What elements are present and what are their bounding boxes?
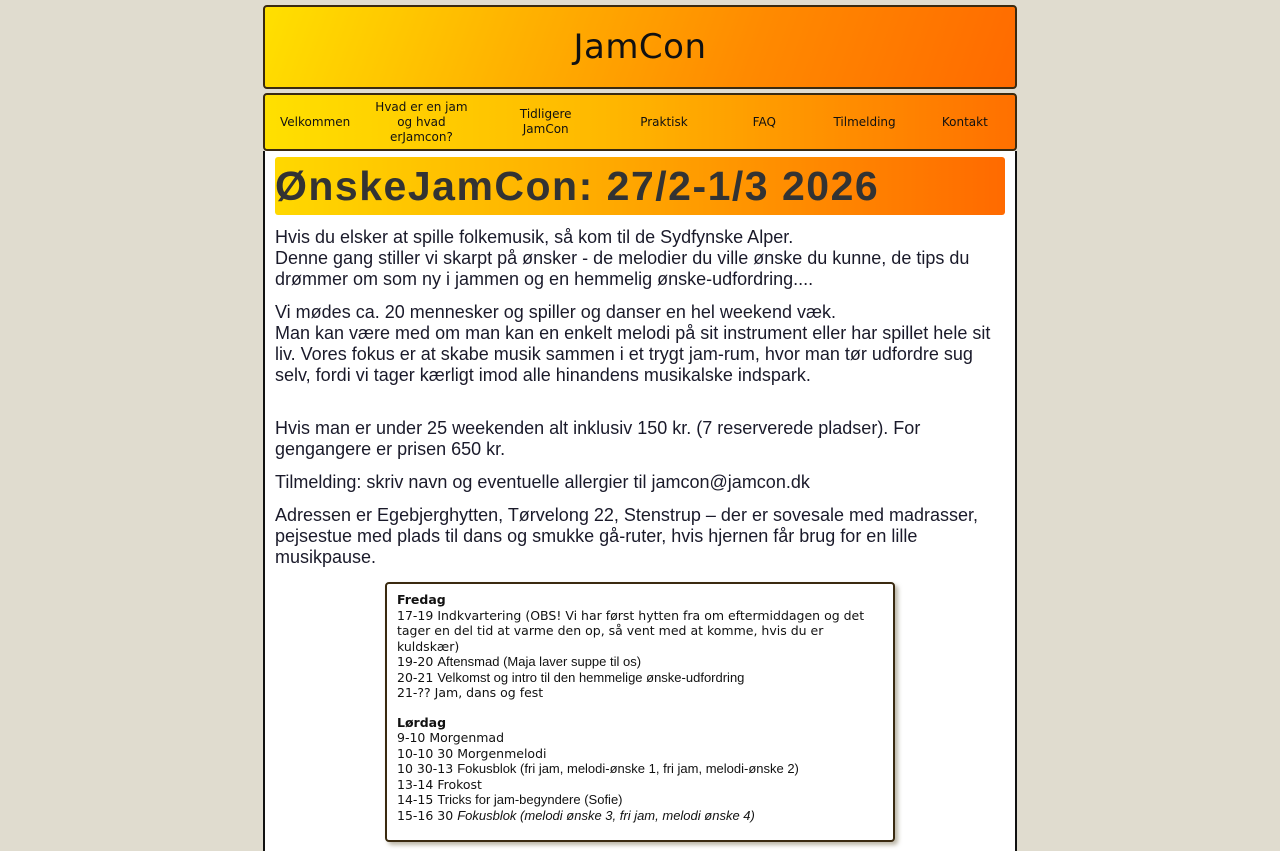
price-paragraph: Hvis man er under 25 weekenden alt inklusiv 150 kr. (7 reserverede pladser). For gengangere er prisen 650 kr.	[275, 418, 921, 459]
schedule-item: 13-14 Frokost	[397, 776, 482, 792]
site-logo[interactable]: JamCon	[573, 27, 707, 67]
nav-item-velkommen[interactable]: Velkommen	[280, 114, 351, 129]
main-content	[263, 151, 1017, 851]
schedule-box	[385, 582, 895, 842]
main-nav	[263, 93, 1017, 151]
day-title: Lørdag	[397, 714, 447, 730]
schedule-item: 15-16 30 Fokusblok (melodi ønske 3, fri jam, melodi ønske 4)	[397, 807, 755, 823]
about-line-1: Vi mødes ca. 20 mennesker og spiller og danser en hel weekend væk.	[275, 302, 836, 322]
day-title: Fredag	[397, 592, 446, 607]
about-line-2: Man kan være med om man kan en enkelt melodi på sit instrument eller har spillet hele sit liv. Vores fokus er at skabe musik sammen i et trygt jam-rum, hvor man tør udfordre sug selv, fordi vi tager kærligt imod alle hinandens musikalske indspark.	[275, 323, 991, 385]
signup-paragraph: Tilmelding: skriv navn og eventuelle allergier til jamcon@jamcon.dk	[275, 472, 810, 492]
page-title-bar	[275, 157, 1005, 215]
nav-item-faq[interactable]: FAQ	[752, 114, 776, 129]
schedule-item: 19-20 Aftensmad (Maja laver suppe til os)	[397, 654, 642, 669]
intro-line-2: Denne gang stiller vi skarpt på ønsker - de melodier du ville ønske du kunne, de tips du drømmer om som ny i jammen og en hemmelig ønske-udfordring....	[275, 248, 970, 289]
nav-item-tilmelding[interactable]: Tilmelding	[833, 114, 896, 129]
intro-paragraph	[275, 227, 1005, 290]
schedule-item: 20-21 Velkomst og intro til den hemmelige ønske-udfordring	[397, 669, 745, 685]
schedule-item: 14-15 Tricks for jam-begyndere (Sofie)	[397, 792, 623, 807]
schedule-item: 10-10 30 Morgenmelodi	[397, 745, 547, 761]
site-header	[263, 5, 1017, 89]
intro-line-1: Hvis du elsker at spille folkemusik, så kom til de Sydfynske Alper.	[275, 227, 794, 247]
nav-item-hvad-er-en-jam[interactable]: Hvad er en jam og hvad erJamcon?	[375, 99, 468, 144]
page-title: ØnskeJamCon: 27/2-1/3 2026	[275, 162, 880, 209]
nav-item-praktisk[interactable]: Praktisk	[640, 114, 688, 129]
schedule-item: 9-10 Morgenmad	[397, 730, 505, 745]
schedule-day-lordag	[397, 715, 883, 824]
schedule-item: 21-?? Jam, dans og fest	[397, 685, 544, 700]
about-paragraph	[275, 302, 1005, 386]
schedule-item: 17-19 Indkvartering (OBS! Vi har først hytten fra om eftermiddagen og det tager en del tid at varme den op, så vent med at komme, hvis du er kuldskær)	[397, 607, 865, 654]
schedule-item: 10 30-13 Fokusblok (fri jam, melodi-ønske 1, fri jam, melodi-ønske 2)	[397, 761, 799, 776]
nav-item-kontakt[interactable]: Kontakt	[941, 114, 988, 129]
page-wrapper	[263, 5, 1017, 851]
content-body	[275, 227, 1005, 568]
nav-item-tidligere-jamcon[interactable]: Tidligere JamCon	[519, 107, 572, 136]
address-paragraph: Adressen er Egebjerghytten, Tørvelong 22, Stenstrup – der er sovesale med madrasser, pejsestue med plads til dans og smukke gå-ruter, hvis hjernen får brug for en lille musikpause.	[275, 505, 979, 567]
schedule-day-fredag	[397, 592, 883, 701]
